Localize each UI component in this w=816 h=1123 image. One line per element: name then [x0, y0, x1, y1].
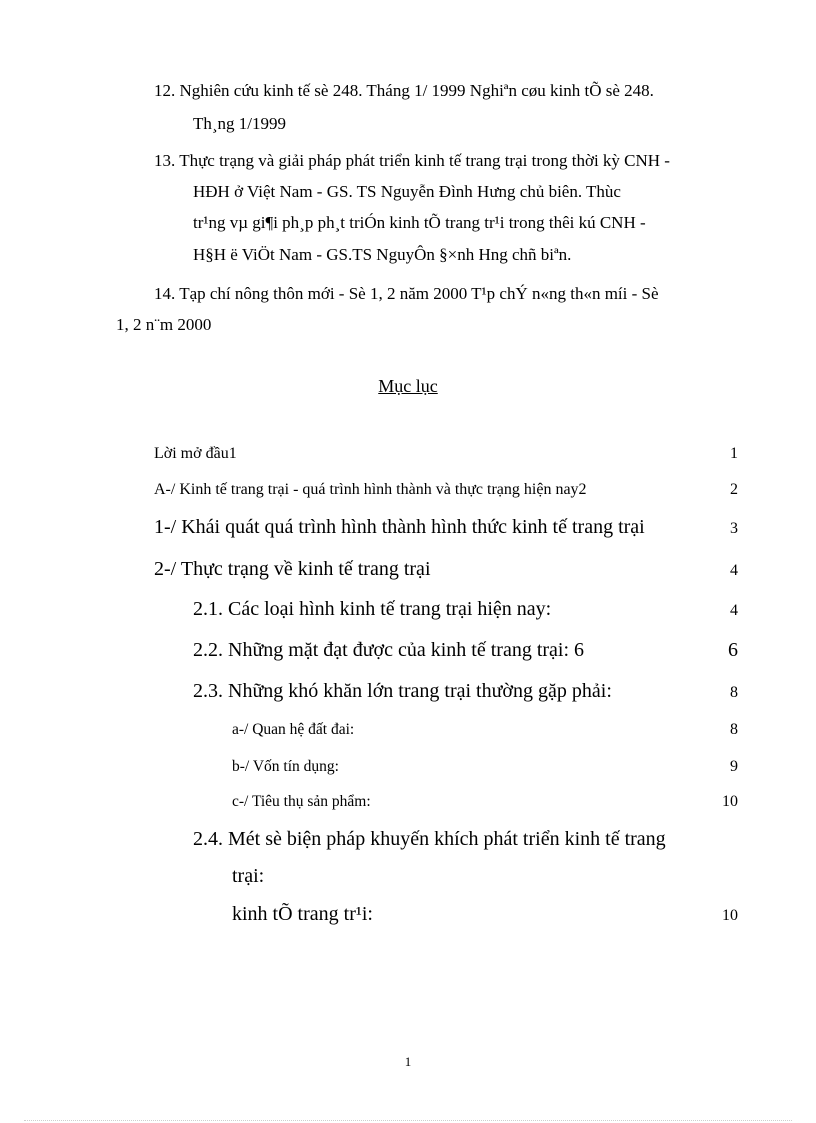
reference-13-line-4: H§H ë ViÖt Nam - GS.TS NguyÔn §×nh Hng chñ biªn.: [193, 245, 572, 264]
toc-entry-page: 8: [730, 721, 738, 738]
toc-entry-page: 10: [722, 793, 738, 810]
toc-entry-text: a-/ Quan hệ đất đai:: [232, 721, 355, 738]
toc-entry-text: 2.1. Các loại hình kinh tế trang trại hiện nay:: [193, 598, 552, 620]
toc-entry-page: 2: [730, 481, 738, 498]
toc-title: Mục lục: [378, 376, 438, 396]
toc-entry-text: 1-/ Khái quát quá trình hình thành hình thức kinh tế trang trại: [154, 516, 645, 538]
toc-entry-text: kinh tÕ trang tr¹i:: [232, 903, 373, 925]
reference-12-line-1: 12. Nghiên cứu kinh tế sè 248. Tháng 1/ 1999 Nghiªn cøu kinh tÕ sè 248.: [154, 81, 654, 100]
reference-14-line-1: 14. Tạp chí nông thôn mới - Sè 1, 2 năm 2000 T¹p chÝ n«ng th«n míi - Sè: [154, 284, 659, 303]
toc-entry-page: 4: [730, 562, 738, 579]
toc-entry-page: 9: [730, 758, 738, 775]
toc-entry-text: trại:: [232, 865, 265, 887]
reference-13-line-3: tr¹ng vµ gi¶i ph¸p ph¸t triÓn kinh tÕ trang tr¹i trong thêi kú CNH -: [193, 213, 646, 232]
reference-14-line-2: 1, 2 n¨m 2000: [116, 315, 212, 334]
toc-entry-page: 10: [722, 907, 738, 924]
toc-entry-text: b-/ Vốn tín dụng:: [232, 758, 339, 775]
reference-13-line-1: 13. Thực trạng và giải pháp phát triển kinh tế trang trại trong thời kỳ CNH -: [154, 151, 670, 170]
toc-entry-page: 3: [730, 520, 738, 537]
toc-entry-page: 8: [730, 684, 738, 701]
toc-entry-page: 4: [730, 602, 738, 619]
toc-entry-text: 2.3. Những khó khăn lớn trang trại thường gặp phải:: [193, 680, 612, 702]
toc-entry-page: 6: [728, 639, 738, 661]
page-number: 1: [404, 1054, 412, 1069]
toc-entry-text: A-/ Kinh tế trang trại - quá trình hình thành và thực trạng hiện nay2: [154, 481, 587, 498]
reference-13-line-2: HĐH ở Việt Nam - GS. TS Nguyễn Đình Hưng chủ biên. Thùc: [193, 182, 621, 201]
toc-entry-text: Lời mở đầu1: [154, 445, 237, 462]
toc-entry-text: 2-/ Thực trạng về kinh tế trang trại: [154, 558, 431, 580]
toc-entry-page: 1: [730, 445, 738, 462]
toc-entry-text: c-/ Tiêu thụ sản phẩm:: [232, 793, 371, 810]
page-bottom-divider: [24, 1120, 792, 1121]
toc-entry-text: 2.4. Mét sè biện pháp khuyến khích phát triển kinh tế trang: [193, 828, 666, 850]
reference-12-line-2: Th¸ng 1/1999: [193, 114, 287, 133]
toc-entry-text: 2.2. Những mặt đạt được của kinh tế trang trại: 6: [193, 639, 585, 661]
